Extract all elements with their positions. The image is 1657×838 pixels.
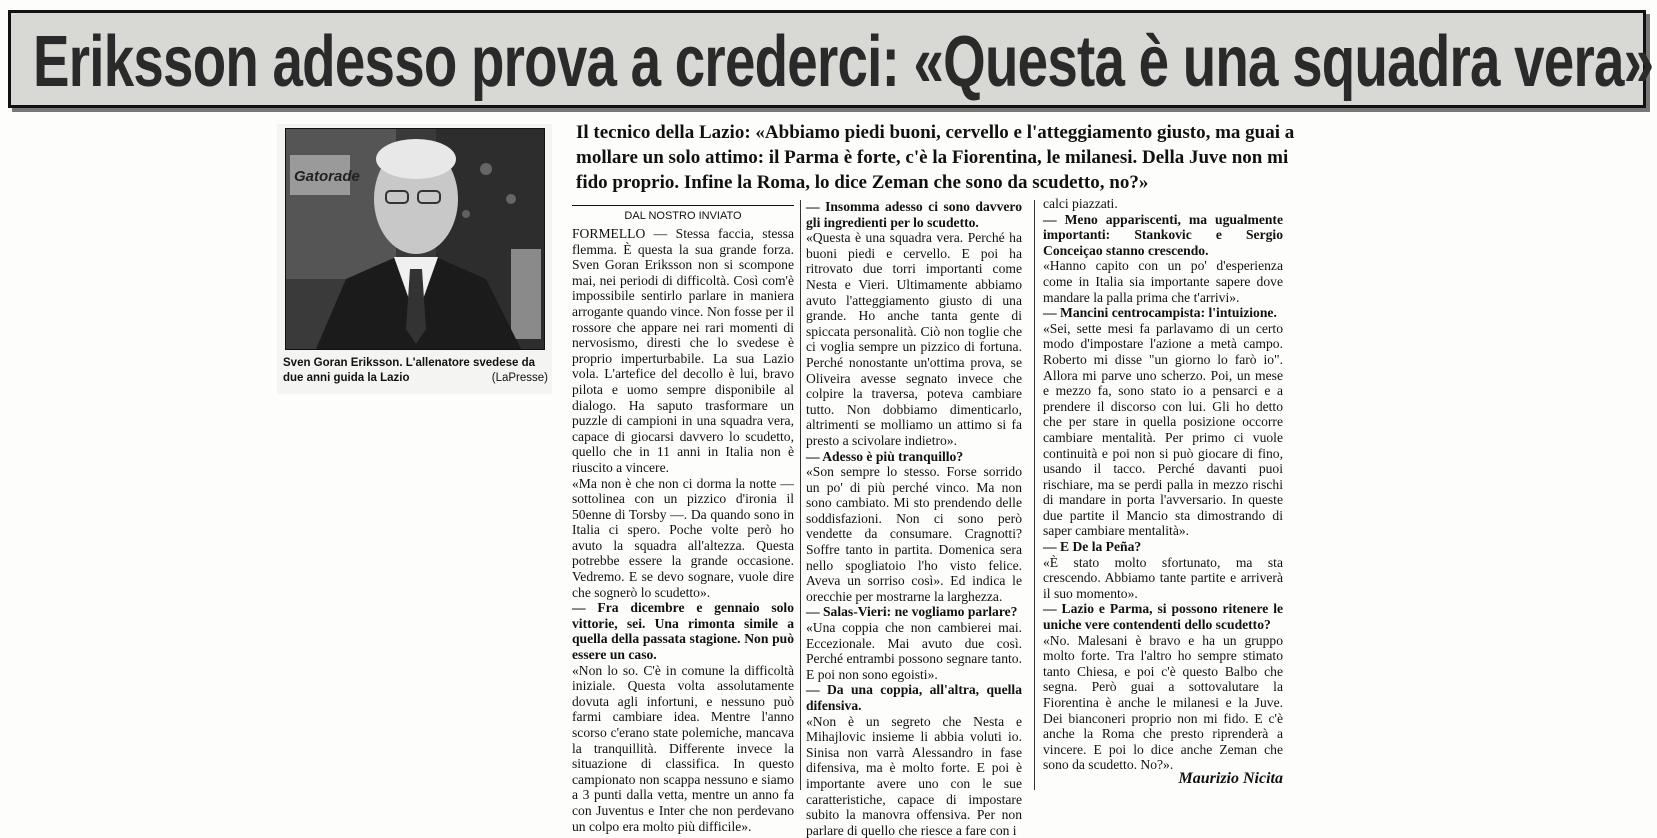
paragraph: «Hanno capito con un po' d'esperienza come in Italia sia importante sapere dove mandare la palla prima che t'arrivi». [1043,258,1283,305]
paragraph: «Son sempre lo stesso. Forse sorrido un po' di più perché vinco. Ma non sono cambiato. Mi sto prendendo delle soddisfazioni. Non ci sono però vendette da consumare. Cragnotti? Soffre tanto in partita. Domenica sera nello spogliatoio l'ho visto felice. Aveva un sorriso così». Ed indica le orecchie per mostrarne la larghezza. [806,464,1022,604]
paragraph: «Ma non è che non ci dorma la notte — sottolinea con un pizzico d'ironia il 50enne di Torsby —. Da quando sono in Italia ci spero. Poche volte però ho avuto la squadra all'altezza. Questa potrebbe essere la grande occasione. Vedremo. E se devo sognare, vuole dire che sognerò lo scudetto». [572,475,794,600]
paragraph: «No. Malesani è bravo e ha un gruppo molto forte. Tra l'altro ho sempre stimato tanto Chiesa, e poi c'è questo Balbo che segna. Però guai a sottovalutare la Fiorentina è anche le milanesi e la Juve. Dei bianconeri proprio non mi fido. E c'è anche la Roma che presto riprenderà a vincere. E poi lo dice anche Zeman che sono da scudetto. No?». [1043,632,1283,773]
interview-question: — Salas-Vieri: ne vogliamo parlare? [806,604,1018,620]
paragraph: «Sei, sette mesi fa parlavamo di un certo modo d'impostare l'azione a metà campo. Roberto mi disse "un giorno lo farò io". Allora mi parve uno scherzo. Poi, un mese e mezzo fa, sono stato io a pensarci e a prendere il discorso con lui. Gli ho detto che per stare in quella posizione occorre cambiare mentalità. Per primo ci vuole continuità e poi non si può giocare di fino, usando il tacco. Perché davanti puoi rischiare, ma se perdi palla in mezzo rischi di mandare in porta l'avversario. In queste due partite il Mancio sta dimostrando di saper cambiare mentalità». [1043,320,1283,539]
author: Maurizio Nicita [1178,770,1283,787]
interview-question: — Mancini centrocampista: l'intuizione. [1043,305,1277,321]
interview-question: — Insomma adesso ci sono davvero gli ingredienti per lo scudetto. [806,199,1022,230]
photo-block [277,124,552,394]
column-divider [800,200,801,790]
interview-question: — Lazio e Parma, si possono ritenere le uniche vere contendenti dello scudetto? [1043,601,1283,633]
paragraph: calci piazzati. [1043,196,1118,211]
interview-question: — E De la Peña? [1043,539,1142,555]
sign-text: Gatorade [294,168,360,185]
paragraph: «Non lo so. C'è in comune la difficoltà iniziale. Questa volta assolutamente dovuta agli infortuni, e nessuno può farmi cambiare idea. Mentre l'anno scorso c'erano state polemiche, mancava la tranquillità. Differente invece la situazione di classifica. In questo campionato non scappa nessuno e siamo a 3 punti dalla vetta, mentre un anno fa con Juventus e Inter che non perdevano un colpo era molto più difficile». [572,662,794,834]
author-line [1043,768,1283,788]
paragraph: «Una coppia che non cambierei mai. Eccezionale. Mai avuto due così. Perché entrambi possono segnare tanto. E poi non sono egoisti». [806,620,1022,682]
interview-question: — Da una coppia, all'altra, quella difensiva. [806,682,1022,713]
headline: Eriksson adesso prova a crederci: «Questa è una squadra vera» [33,22,1654,102]
subheadline: Il tecnico della Lazio: «Abbiamo piedi buoni, cervello e l'atteggiamento giusto, ma guai a mollare un solo attimo: il Parma è forte, c'è la Fiorentina, le milanesi. Della Juve non mi fido proprio. Infine la Roma, lo dice Zeman che sono da scudetto, no?» [576,122,1295,193]
headline-banner [8,10,1654,108]
article-column-2 [806,199,1022,838]
article-column-1 [572,226,794,834]
interview-question: — Adesso è più tranquillo? [806,448,964,464]
paragraph: «È stato molto sfortunato, ma sta crescendo. Abbiamo tante partite e arriverà il suo momento». [1043,554,1283,601]
photo-caption [283,356,548,386]
interview-question: — Meno appariscenti, ma ugualmente importanti: Stankovic e Sergio Conceiçao stanno crescendo. [1043,211,1283,258]
caption-text: Sven Goran Eriksson. L'allenatore svedese da due anni guida la Lazio [283,357,536,384]
paragraph: «Non è un segreto che Nesta e Mihajlovic insieme li abbia voluti io. Sinisa non varrà Alessandro in fase difensiva, ma è molto forte. E poi è importante avere uno con le sue caratteristiche, capace di impostare subito la manovra offensiva. Per non parlare di quello che riesce a fare con i [806,713,1022,838]
dateline: DAL NOSTRO INVIATO [572,205,794,222]
portrait-image [286,129,544,349]
paragraph: «Questa è una squadra vera. Perché ha buoni piedi e cervello. E poi ha ritrovato due torri importanti come Nesta e Vieri. Ultimamente abbiamo avuto l'atteggiamento giusto di una grande. Ho anche tanta gente di spiccata personalità. Ciò non toglie che ci voglia sempre un pizzico di fortuna. Perché nonostante un'ottima prova, se Oliveira avesse segnato invece che colpire la traversa, poteva cambiare tutto. Non dobbiamo dimenticarlo, altrimenti se molliamo un attimo si fa presto a scivolare indietro». [806,230,1022,448]
photo-credit: (LaPresse) [491,372,548,384]
interview-question: — Fra dicembre e gennaio solo vittorie, sei. Una rimonta simile a quella della passata stagione. Non può essere un caso. [572,600,794,663]
article-column-3 [1043,196,1283,773]
photo-eriksson [285,128,545,350]
column-divider [1034,200,1035,790]
paragraph: FORMELLO — Stessa faccia, stessa flemma. È questa la sua grande forza. Sven Goran Eriksson non si scompone mai, nei periodi di difficoltà. Così com'è impossibile sentirlo parlare in maniera arrogante quando vince. Non fosse per il rossore che appare nei rari momenti di nervosismo, diresti che lo svedese è proprio imperturbabile. La sua Lazio vola. L'artefice del decollo è lui, bravo pilota e uomo sempre disponibile al dialogo. Ha saputo trasformare un puzzle di campioni in una squadra vera, capace di giocarsi davvero lo scudetto, quello che in 11 anni in Italia non è riuscito a vincere. [572,226,794,475]
